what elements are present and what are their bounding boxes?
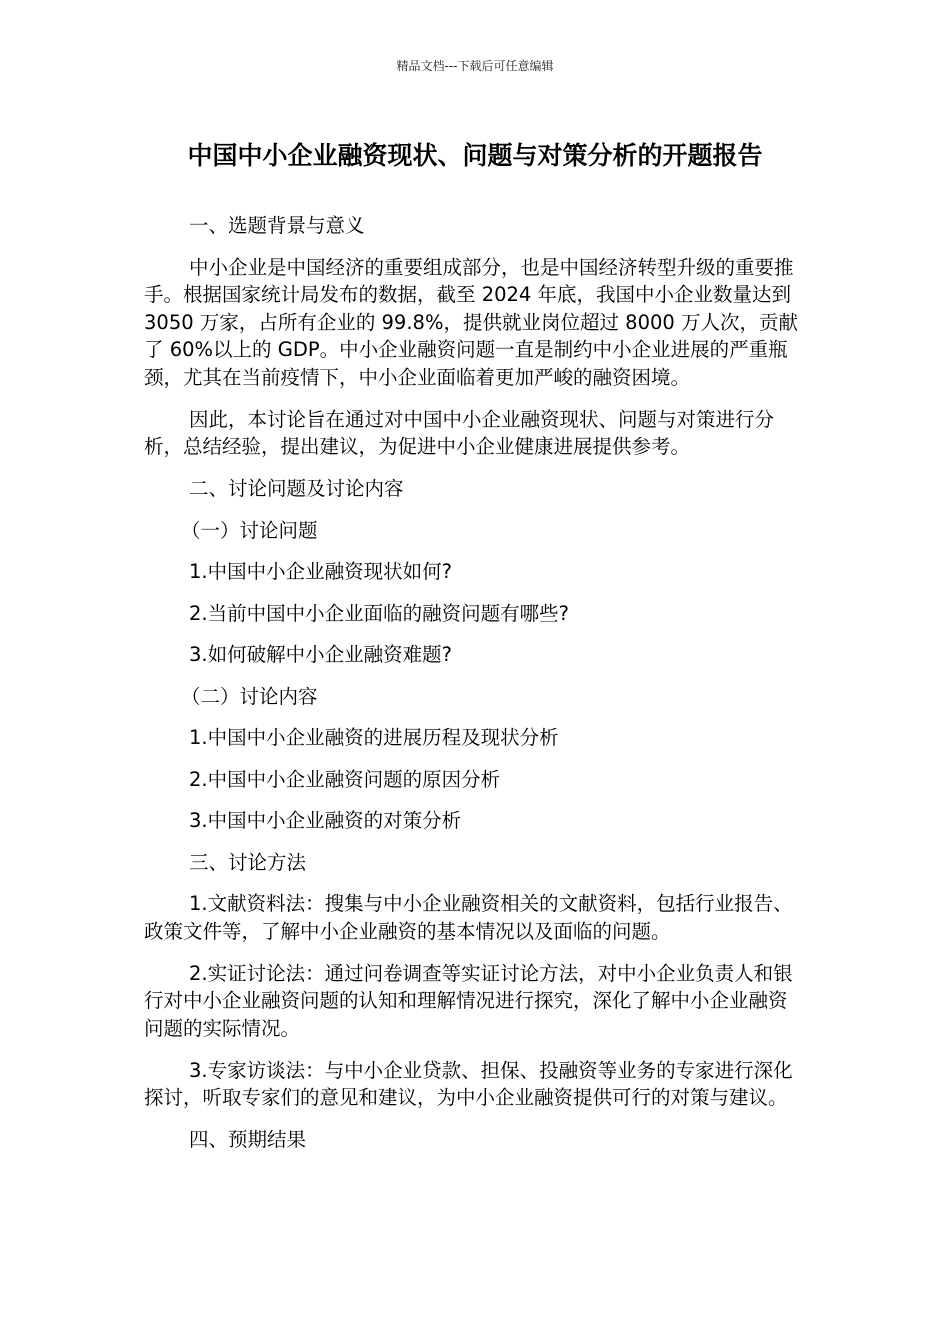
paragraph-purpose: 因此，本讨论旨在通过对中国中小企业融资现状、问题与对策进行分析，总结经验，提出建议，为促进中小企业健康进展提供参考。 <box>144 407 775 458</box>
method-item-2: 2.实证讨论法：通过问卷调查等实证讨论方法，对中小企业负责人和银行对中小企业融资问题的认知和理解情况进行探究，深化了解中小企业融资问题的实际情况。 <box>144 961 793 1040</box>
subheading-questions: （一）讨论问题 <box>181 518 318 542</box>
content-item-1: 1.中国中小企业融资的进展历程及现状分析 <box>189 726 559 749</box>
header-note: 精品文档---下载后可任意编辑 <box>396 59 554 73</box>
question-item-1: 1.中国中小企业融资现状如何? <box>189 560 452 583</box>
paragraph-background: 中小企业是中国经济的重要组成部分，也是中国经济转型升级的重要推手。根据国家统计局发布的数据，截至 2024 年底，我国中小企业数量达到 3050 万家，占所有企业的 99.8%，提供就业岗位超过 8000 万人次，贡献了 60%以上的 GDP。中小企业融资问题一直是制约中小企业进展的严重瓶颈，尤其在当前疫情下，中小企业面临着更加严峻的融资困境。 <box>144 255 798 389</box>
content-item-3: 3.中国中小企业融资的对策分析 <box>189 809 462 832</box>
question-item-3: 3.如何破解中小企业融资难题? <box>189 643 452 666</box>
subheading-content: （二）讨论内容 <box>181 684 318 708</box>
question-item-2: 2.当前中国中小企业面临的融资问题有哪些? <box>189 601 569 625</box>
section-heading-methods: 三、讨论方法 <box>189 850 307 874</box>
document-title: 中国中小企业融资现状、问题与对策分析的开题报告 <box>187 141 763 170</box>
section-heading-questions: 二、讨论问题及讨论内容 <box>189 477 404 500</box>
section-heading-background: 一、选题背景与意义 <box>189 214 365 237</box>
method-item-3: 3.专家访谈法：与中小企业贷款、担保、投融资等业务的专家进行深化探讨，听取专家们的意见和建议，为中小企业融资提供可行的对策与建议。 <box>144 1058 793 1109</box>
method-item-1: 1.文献资料法：搜集与中小企业融资相关的文献资料，包括行业报告、政策文件等，了解中小企业融资的基本情况以及面临的问题。 <box>144 892 793 943</box>
document-body <box>144 212 806 1168</box>
section-heading-expected-results: 四、预期结果 <box>189 1128 307 1151</box>
content-item-2: 2.中国中小企业融资问题的原因分析 <box>189 767 501 791</box>
